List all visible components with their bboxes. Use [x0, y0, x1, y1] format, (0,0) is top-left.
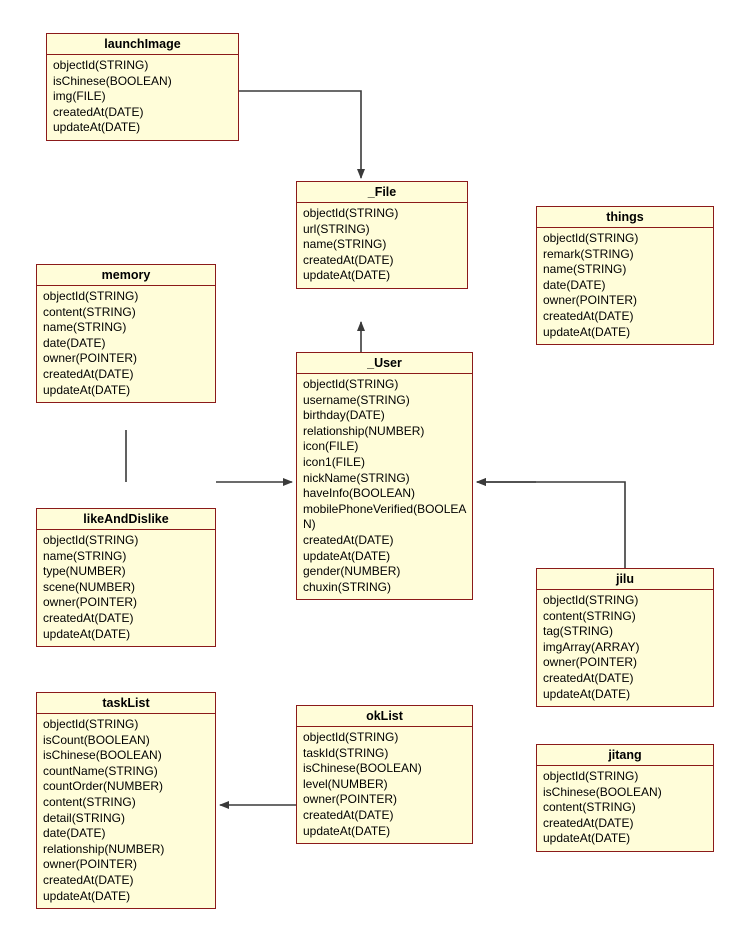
attribute-row: updateAt(DATE) — [43, 888, 131, 903]
attribute-row: owner(POINTER) — [43, 351, 138, 366]
entity-likeanddislike[interactable] — [36, 508, 216, 647]
attribute-row: name(STRING) — [303, 237, 387, 252]
attribute-row: createdAt(DATE) — [43, 872, 134, 887]
attribute-row: owner(POINTER) — [43, 595, 138, 610]
attribute-row: objectId(STRING) — [303, 730, 399, 744]
attribute-row: updateAt(DATE) — [303, 268, 391, 283]
attribute-row: updateAt(DATE) — [303, 823, 391, 838]
attribute-row: content(STRING) — [43, 794, 136, 809]
entity-title: things — [537, 207, 713, 228]
entity-attributes — [47, 55, 238, 140]
entity-attributes — [37, 530, 215, 646]
edge-launchimage-to-file — [239, 91, 361, 178]
entity-file[interactable] — [296, 181, 468, 289]
entity-things[interactable] — [536, 206, 714, 345]
entity-attributes — [297, 727, 472, 843]
attribute-row: taskId(STRING) — [303, 745, 389, 760]
attribute-row: objectId(STRING) — [43, 533, 139, 547]
entity-memory[interactable] — [36, 264, 216, 403]
attribute-row: countName(STRING) — [43, 763, 158, 778]
entity-title: taskList — [37, 693, 215, 714]
entity-title: jilu — [537, 569, 713, 590]
attribute-row: mobilePhoneVerified(BOOLEAN) — [303, 501, 467, 532]
attribute-row: icon(FILE) — [303, 439, 359, 454]
attribute-row: relationship(NUMBER) — [303, 423, 425, 438]
attribute-row: createdAt(DATE) — [303, 252, 394, 267]
attribute-row: isChinese(BOOLEAN) — [543, 784, 662, 799]
attribute-row: isChinese(BOOLEAN) — [303, 761, 422, 776]
attribute-row: relationship(NUMBER) — [43, 841, 165, 856]
attribute-row: isChinese(BOOLEAN) — [53, 73, 172, 88]
attribute-row: objectId(STRING) — [43, 289, 139, 303]
attribute-row: updateAt(DATE) — [543, 686, 631, 701]
attribute-row: detail(STRING) — [43, 810, 126, 825]
attribute-row: scene(NUMBER) — [43, 579, 136, 594]
entity-jilu[interactable] — [536, 568, 714, 707]
attribute-row: name(STRING) — [543, 262, 627, 277]
entity-attributes — [537, 228, 713, 344]
attribute-row: createdAt(DATE) — [303, 807, 394, 822]
attribute-row: owner(POINTER) — [303, 792, 398, 807]
entity-user[interactable] — [296, 352, 473, 600]
attribute-row: level(NUMBER) — [303, 776, 388, 791]
attribute-row: remark(STRING) — [543, 246, 634, 261]
attribute-row: name(STRING) — [43, 548, 127, 563]
entity-tasklist[interactable] — [36, 692, 216, 909]
attribute-row: objectId(STRING) — [543, 769, 639, 783]
attribute-row: content(STRING) — [43, 304, 136, 319]
attribute-row: objectId(STRING) — [303, 206, 399, 220]
attribute-row: img(FILE) — [53, 89, 106, 104]
attribute-row: owner(POINTER) — [43, 857, 138, 872]
attribute-row: icon1(FILE) — [303, 454, 366, 469]
entity-attributes — [537, 766, 713, 851]
attribute-row: createdAt(DATE) — [543, 815, 634, 830]
attribute-row: objectId(STRING) — [543, 231, 639, 245]
attribute-row: name(STRING) — [43, 320, 127, 335]
attribute-row: haveInfo(BOOLEAN) — [303, 486, 416, 501]
attribute-row: objectId(STRING) — [543, 593, 639, 607]
attribute-row: updateAt(DATE) — [43, 626, 131, 641]
attribute-row: date(DATE) — [43, 335, 106, 350]
attribute-row: url(STRING) — [303, 221, 370, 236]
attribute-row: updateAt(DATE) — [543, 324, 631, 339]
entity-attributes — [37, 286, 215, 402]
attribute-row: content(STRING) — [543, 800, 636, 815]
attribute-row: nickName(STRING) — [303, 470, 410, 485]
entity-title: jitang — [537, 745, 713, 766]
attribute-row: date(DATE) — [543, 277, 606, 292]
attribute-row: username(STRING) — [303, 392, 410, 407]
attribute-row: tag(STRING) — [543, 624, 614, 639]
attribute-row: owner(POINTER) — [543, 655, 638, 670]
entity-title: _File — [297, 182, 467, 203]
attribute-row: updateAt(DATE) — [543, 831, 631, 846]
entity-attributes — [297, 374, 472, 599]
attribute-row: content(STRING) — [543, 608, 636, 623]
attribute-row: imgArray(ARRAY) — [543, 639, 640, 654]
attribute-row: type(NUMBER) — [43, 564, 126, 579]
attribute-row: isChinese(BOOLEAN) — [43, 748, 162, 763]
entity-attributes — [297, 203, 467, 288]
attribute-row: date(DATE) — [43, 826, 106, 841]
entity-title: _User — [297, 353, 472, 374]
entity-title: launchImage — [47, 34, 238, 55]
attribute-row: countOrder(NUMBER) — [43, 779, 164, 794]
attribute-row: createdAt(DATE) — [43, 610, 134, 625]
attribute-row: createdAt(DATE) — [53, 104, 144, 119]
attribute-row: createdAt(DATE) — [543, 670, 634, 685]
attribute-row: chuxin(STRING) — [303, 579, 392, 594]
entity-oklist[interactable] — [296, 705, 473, 844]
attribute-row: birthday(DATE) — [303, 408, 385, 423]
entity-attributes — [537, 590, 713, 706]
attribute-row: createdAt(DATE) — [303, 532, 394, 547]
attribute-row: owner(POINTER) — [543, 293, 638, 308]
attribute-row: gender(NUMBER) — [303, 564, 401, 579]
entity-attributes — [37, 714, 215, 908]
attribute-row: updateAt(DATE) — [43, 382, 131, 397]
attribute-row: objectId(STRING) — [303, 377, 399, 391]
entity-title: okList — [297, 706, 472, 727]
entity-title: likeAndDislike — [37, 509, 215, 530]
attribute-row: objectId(STRING) — [43, 717, 139, 731]
attribute-row: createdAt(DATE) — [543, 308, 634, 323]
attribute-row: isCount(BOOLEAN) — [43, 732, 150, 747]
attribute-row: updateAt(DATE) — [53, 120, 141, 135]
attribute-row: updateAt(DATE) — [303, 548, 391, 563]
entity-jitang[interactable] — [536, 744, 714, 852]
entity-launchimage[interactable] — [46, 33, 239, 141]
attribute-row: objectId(STRING) — [53, 58, 149, 72]
edge-jilu-to-user — [477, 482, 625, 568]
entity-title: memory — [37, 265, 215, 286]
attribute-row: createdAt(DATE) — [43, 366, 134, 381]
